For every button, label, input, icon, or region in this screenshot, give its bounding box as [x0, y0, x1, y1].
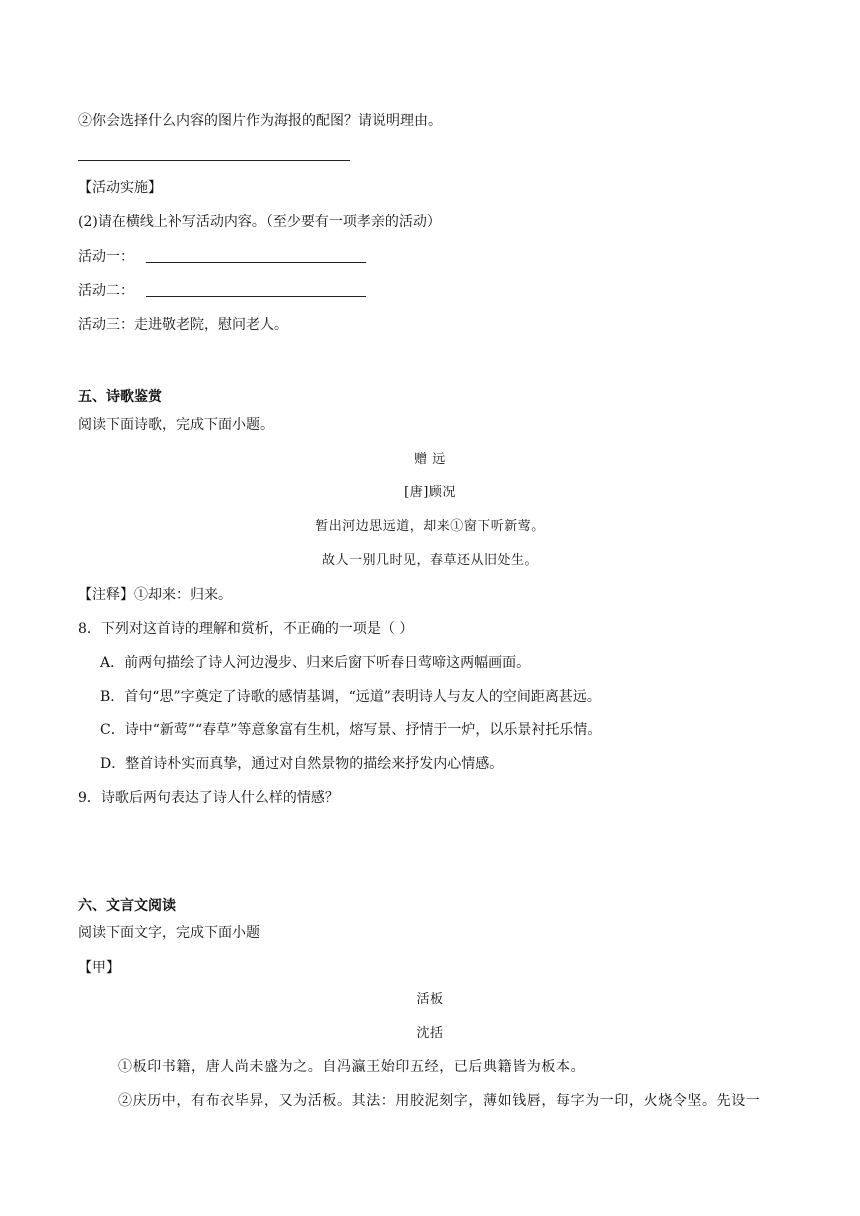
text-title: 活板	[416, 992, 444, 1007]
question-poster-image: ②你会选择什么内容的图片作为海报的配图？请说明理由。	[78, 113, 442, 129]
poem-note: 【注释】①却来：归来。	[78, 587, 232, 603]
option-a[interactable]: A．前两句描绘了诗人河边漫步、归来后窗下听春日莺啼这两幅画面。	[100, 655, 531, 671]
activity-1-label: 活动一：	[78, 249, 134, 265]
option-b[interactable]: B．首句“思”字奠定了诗歌的感情基调，“远道”表明诗人与友人的空间距离甚远。	[100, 689, 601, 705]
section-5-intro: 阅读下面诗歌，完成下面小题。	[78, 417, 274, 433]
activity-1	[78, 247, 366, 267]
option-d[interactable]: D．整首诗朴实而真挚，通过对自然景物的描绘来抒发内心情感。	[100, 756, 504, 772]
poem-author: [唐]顾况	[404, 485, 456, 500]
option-c[interactable]: C．诗中“新莺”“春草”等意象富有生机，熔写景、抒情于一炉，以乐景衬托乐情。	[100, 722, 602, 738]
passage-jia-label: 【甲】	[78, 960, 120, 976]
text-author: 沈括	[416, 1026, 444, 1041]
section-5-title: 五、诗歌鉴赏	[78, 389, 162, 405]
question-2: (2)请在横线上补写活动内容。（至少要有一项孝亲的活动）	[78, 214, 441, 230]
poem-line-1: 暂出河边思远道，却来①窗下听新莺。	[315, 519, 545, 534]
paragraph-2: ②庆历中，有布衣毕昇，又为活板。其法：用胶泥刻字，薄如钱唇，每字为一印，火烧令坚。先设一	[118, 1093, 761, 1109]
poem-title: 赠 远	[414, 452, 446, 467]
question-9: 9．诗歌后两句表达了诗人什么样的情感？	[78, 790, 339, 806]
activity-2	[78, 281, 366, 301]
answer-blank-line[interactable]	[78, 160, 350, 161]
activity-2-blank[interactable]	[146, 282, 366, 297]
paragraph-1: ①板印书籍，唐人尚未盛为之。自冯瀛王始印五经，已后典籍皆为板本。	[118, 1059, 586, 1075]
section-6-intro: 阅读下面文字，完成下面小题	[78, 925, 260, 941]
poem-line-2: 故人一别几时见，春草还从旧处生。	[321, 553, 538, 568]
activity-3: 活动三：走进敬老院，慰问老人。	[78, 317, 288, 333]
question-8: 8．下列对这首诗的理解和赏析，不正确的一项是（ ）	[78, 621, 414, 637]
activity-2-label: 活动二：	[78, 283, 134, 299]
section-6-title: 六、文言文阅读	[78, 898, 176, 914]
activity-impl-header: 【活动实施】	[78, 180, 162, 196]
activity-1-blank[interactable]	[146, 248, 366, 263]
